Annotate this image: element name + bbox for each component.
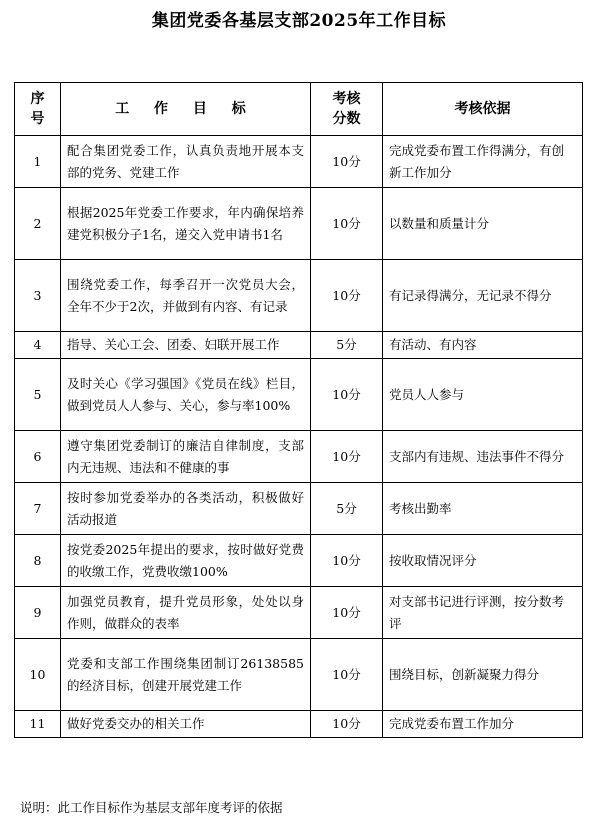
header-index xyxy=(15,83,61,136)
row-index: 8 xyxy=(15,535,61,587)
row-index: 7 xyxy=(15,483,61,535)
table-row xyxy=(15,188,583,260)
row-basis: 有活动、有内容 xyxy=(383,332,583,359)
table-row xyxy=(15,332,583,359)
table-header-row xyxy=(15,83,583,136)
header-index-line1: 序 xyxy=(30,91,45,107)
row-score: 10分 xyxy=(311,639,383,711)
table-body xyxy=(15,136,583,738)
row-score: 10分 xyxy=(311,359,383,431)
row-goal: 做好党委交办的相关工作 xyxy=(61,711,311,738)
row-index: 6 xyxy=(15,431,61,483)
header-index-line2: 号 xyxy=(30,111,45,127)
row-index: 11 xyxy=(15,711,61,738)
header-item xyxy=(61,83,311,136)
row-goal: 根据2025年党委工作要求，年内确保培养建党积极分子1名，递交入党申请书1名 xyxy=(61,188,311,260)
row-basis: 有记录得满分，无记录不得分 xyxy=(383,260,583,332)
row-score: 5分 xyxy=(311,332,383,359)
row-goal: 按党委2025年提出的要求，按时做好党费的收缴工作，党费收缴100% xyxy=(61,535,311,587)
row-goal: 党委和支部工作围绕集团制订26138585的经济目标，创建开展党建工作 xyxy=(61,639,311,711)
table-row xyxy=(15,483,583,535)
row-score: 10分 xyxy=(311,431,383,483)
row-index: 10 xyxy=(15,639,61,711)
header-basis xyxy=(383,83,583,136)
row-basis: 按收取情况评分 xyxy=(383,535,583,587)
row-index: 3 xyxy=(15,260,61,332)
row-basis: 以数量和质量计分 xyxy=(383,188,583,260)
table-row xyxy=(15,260,583,332)
row-score: 10分 xyxy=(311,535,383,587)
row-goal: 指导、关心工会、团委、妇联开展工作 xyxy=(61,332,311,359)
footnote: 说明：此工作目标作为基层支部年度考评的依据 xyxy=(20,800,283,815)
document-title: 集团党委各基层支部2025年工作目标 xyxy=(151,11,447,31)
row-score: 10分 xyxy=(311,136,383,188)
row-basis: 围绕目标，创新凝聚力得分 xyxy=(383,639,583,711)
row-score: 5分 xyxy=(311,483,383,535)
table-row xyxy=(15,587,583,639)
row-score: 10分 xyxy=(311,188,383,260)
table-row xyxy=(15,136,583,188)
row-index: 4 xyxy=(15,332,61,359)
row-score: 10分 xyxy=(311,587,383,639)
row-basis: 完成党委布置工作加分 xyxy=(383,711,583,738)
table-row xyxy=(15,535,583,587)
row-index: 2 xyxy=(15,188,61,260)
row-basis: 考核出勤率 xyxy=(383,483,583,535)
table-row xyxy=(15,359,583,431)
table-row xyxy=(15,431,583,483)
row-goal: 按时参加党委举办的各类活动，积极做好活动报道 xyxy=(61,483,311,535)
work-goals-table xyxy=(14,82,583,738)
header-basis-label: 考核依据 xyxy=(454,101,511,117)
header-score-line2: 分数 xyxy=(332,111,361,127)
header-score xyxy=(311,83,383,136)
row-goal: 及时关心《学习强国》《党员在线》栏目，做到党员人人参与、关心，参与率100% xyxy=(61,359,311,431)
row-index: 9 xyxy=(15,587,61,639)
row-score: 10分 xyxy=(311,711,383,738)
row-basis: 对支部书记进行评测，按分数考评 xyxy=(383,587,583,639)
row-index: 5 xyxy=(15,359,61,431)
row-score: 10分 xyxy=(311,260,383,332)
table-row xyxy=(15,639,583,711)
row-goal: 加强党员教育，提升党员形象，处处以身作则，做群众的表率 xyxy=(61,587,311,639)
row-goal: 围绕党委工作，每季召开一次党员大会，全年不少于2次，并做到有内容、有记录 xyxy=(61,260,311,332)
row-goal: 遵守集团党委制订的廉洁自律制度，支部内无违规、违法和不健康的事 xyxy=(61,431,311,483)
header-item-label: 工 作 目 标 xyxy=(115,101,256,117)
table-row xyxy=(15,711,583,738)
row-basis: 党员人人参与 xyxy=(383,359,583,431)
row-goal: 配合集团党委工作，认真负责地开展本支部的党务、党建工作 xyxy=(61,136,311,188)
row-basis: 完成党委布置工作得满分，有创新工作加分 xyxy=(383,136,583,188)
header-score-line1: 考核 xyxy=(332,91,361,107)
row-index: 1 xyxy=(15,136,61,188)
row-basis: 支部内有违规、违法事件不得分 xyxy=(383,431,583,483)
